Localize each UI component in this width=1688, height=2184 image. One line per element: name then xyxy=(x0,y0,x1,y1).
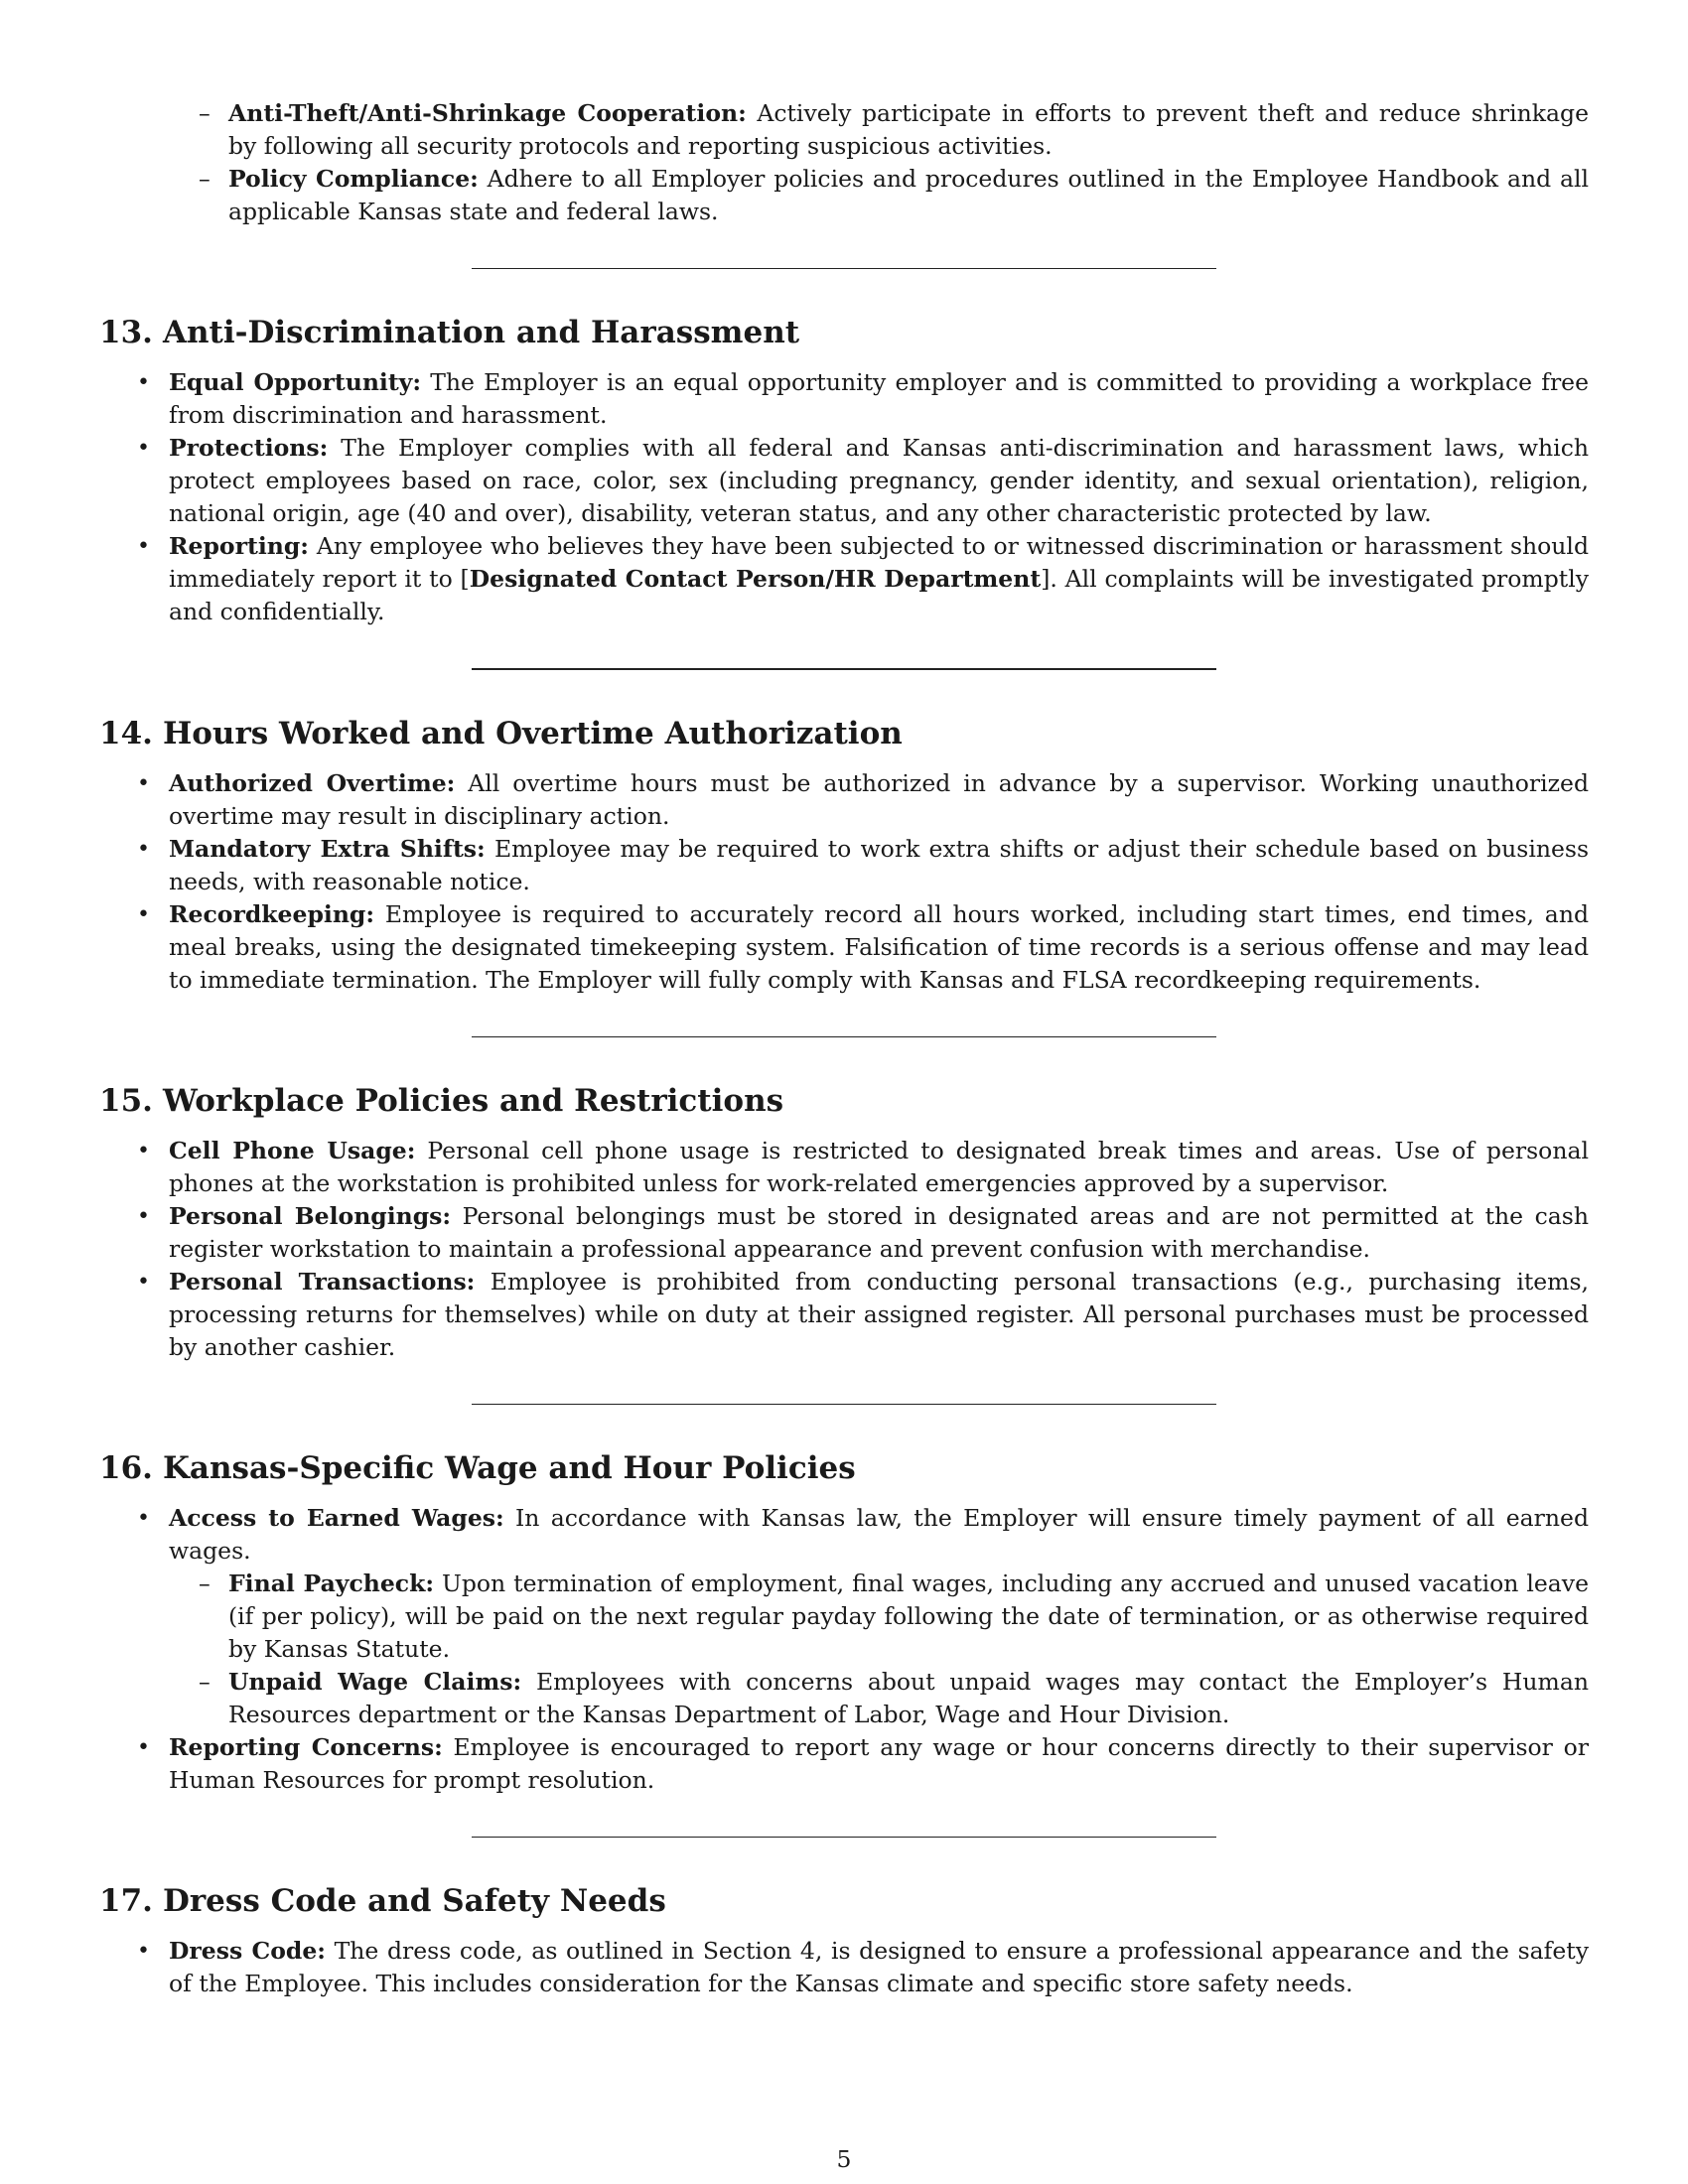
list-item xyxy=(99,1135,1589,1200)
item-text: Employee is encouraged to report any wage or hour concerns directly to their supervisor or Human Resources for prompt resolution. xyxy=(169,1733,1589,1794)
section-heading-16: 16. Kansas-Specific Wage and Hour Policies xyxy=(99,1450,856,1486)
item-title: Reporting: xyxy=(169,532,309,560)
bullet-marker: • xyxy=(137,1506,150,1531)
section-heading-13: 13. Anti-Discrimination and Harassment xyxy=(99,315,800,350)
section-divider xyxy=(472,1404,1216,1405)
list-item xyxy=(99,1502,1589,1568)
section-divider xyxy=(472,268,1216,269)
bullet-marker: • xyxy=(137,837,150,862)
bullet-marker: • xyxy=(137,771,150,796)
item-title: Protections: xyxy=(169,434,329,462)
item-text: Employee is required to accurately record all hours worked, including start times, end times, and meal breaks, using the designated timekeeping system. Falsification of time records is a serious offense and may lead to immediate termination. The Employer will fully comply with Kansas and FLSA recordkeeping requirements. xyxy=(169,900,1589,994)
item-text: The dress code, as outlined in Section 4, is designed to ensure a professional appearance and the safety of the Employee. This includes consideration for the Kansas climate and specific store safety needs. xyxy=(169,1937,1589,1997)
bullet-marker: • xyxy=(137,534,150,559)
list-item xyxy=(99,366,1589,432)
item-title: Anti-Theft/Anti-Shrinkage Cooperation: xyxy=(228,99,747,127)
item-text: Actively participate in efforts to prevent theft and reduce shrinkage by following all security protocols and reporting suspicious activities. xyxy=(228,99,1589,160)
item-text: Employee is prohibited from conducting personal transactions (e.g., purchasing items, processing returns for themselves) while on duty at their assigned register. All personal purchases must be processed by another cashier. xyxy=(169,1268,1589,1361)
item-title: Personal Transactions: xyxy=(169,1268,476,1296)
bullet-marker: • xyxy=(137,1204,150,1229)
item-title: Final Paycheck: xyxy=(228,1570,435,1597)
item-text: Employees with concerns about unpaid wages may contact the Employer’s Human Resources department or the Kansas Department of Labor, Wage and Hour Division. xyxy=(228,1668,1589,1728)
item-title: Authorized Overtime: xyxy=(169,769,456,797)
list-item xyxy=(99,1266,1589,1364)
item-title: Unpaid Wage Claims: xyxy=(228,1668,522,1696)
item-title: Mandatory Extra Shifts: xyxy=(169,835,486,863)
item-title: Recordkeeping: xyxy=(169,900,375,928)
section-heading-15: 15. Workplace Policies and Restrictions xyxy=(99,1083,784,1119)
list-item xyxy=(99,97,1589,163)
bullet-marker: • xyxy=(137,902,150,927)
list-item xyxy=(99,1731,1589,1797)
bullet-marker: • xyxy=(137,1735,150,1760)
list-item xyxy=(99,898,1589,997)
item-text: The Employer is an equal opportunity employer and is committed to providing a workplace free from discrimination and harassment. xyxy=(169,368,1589,429)
page-content xyxy=(99,97,1589,2000)
section-divider xyxy=(472,1036,1216,1037)
dash-marker: – xyxy=(199,1668,211,1696)
item-text: Personal belongings must be stored in designated areas and are not permitted at the cash register workstation to maintain a professional appearance and prevent confusion with merchandise. xyxy=(169,1202,1589,1263)
item-title: Dress Code: xyxy=(169,1937,326,1965)
list-item xyxy=(99,833,1589,898)
item-text: Personal cell phone usage is restricted to designated break times and areas. Use of personal phones at the workstation is prohibited unless for work-related emergencies approved by a supervisor. xyxy=(169,1137,1589,1197)
page-number: 5 xyxy=(836,2145,852,2173)
designated-contact: Designated Contact Person/HR Department xyxy=(469,565,1042,593)
list-item xyxy=(99,432,1589,530)
list-item xyxy=(99,1568,1589,1666)
section-divider xyxy=(472,1837,1216,1838)
dash-marker: – xyxy=(199,99,211,127)
item-text: All overtime hours must be authorized in advance by a supervisor. Working unauthorized overtime may result in disciplinary action. xyxy=(169,769,1589,830)
item-title: Access to Earned Wages: xyxy=(169,1504,504,1532)
item-title: Policy Compliance: xyxy=(228,165,479,193)
list-item xyxy=(99,1200,1589,1266)
item-title: Equal Opportunity: xyxy=(169,368,422,396)
dash-marker: – xyxy=(199,165,211,193)
bullet-marker: • xyxy=(137,1139,150,1163)
item-title: Personal Belongings: xyxy=(169,1202,452,1230)
item-text: Upon termination of employment, final wages, including any accrued and unused vacation leave (if per policy), will be paid on the next regular payday following the date of termination, or as otherwise required by Kansas Statute. xyxy=(228,1570,1589,1663)
item-title: Cell Phone Usage: xyxy=(169,1137,416,1164)
section-heading-14: 14. Hours Worked and Overtime Authorization xyxy=(99,716,903,751)
list-item xyxy=(99,1666,1589,1731)
item-title: Reporting Concerns: xyxy=(169,1733,443,1761)
item-text: Employee may be required to work extra shifts or adjust their schedule based on business needs, with reasonable notice. xyxy=(169,835,1590,895)
section-divider xyxy=(472,668,1216,670)
bullet-marker: • xyxy=(137,1939,150,1964)
item-text: The Employer complies with all federal and Kansas anti-discrimination and harassment laws, which protect employees based on race, color, sex (including pregnancy, gender identity, and sexual orientation), religion, national origin, age (40 and over), disability, veteran status, and any other characteristic protected by law. xyxy=(169,434,1589,527)
item-text: Adhere to all Employer policies and procedures outlined in the Employee Handbook and all applicable Kansas state and federal laws. xyxy=(228,165,1589,225)
bullet-marker: • xyxy=(137,436,150,461)
bullet-marker: • xyxy=(137,370,150,395)
section-heading-17: 17. Dress Code and Safety Needs xyxy=(99,1883,666,1919)
item-text: In accordance with Kansas law, the Employer will ensure timely payment of all earned wages. xyxy=(169,1504,1589,1565)
list-item: • Reporting: Any employee who believes they have been subjected to or witnessed discrimination or harassment should immediately report it to [Designated Contact Person/HR Department]. All complaints will be investigated promptly and confidentially. xyxy=(137,532,1589,625)
list-item xyxy=(99,767,1589,833)
dash-marker: – xyxy=(199,1570,211,1597)
bullet-marker: • xyxy=(137,1270,150,1295)
list-item xyxy=(99,163,1589,228)
list-item xyxy=(99,1935,1589,2000)
